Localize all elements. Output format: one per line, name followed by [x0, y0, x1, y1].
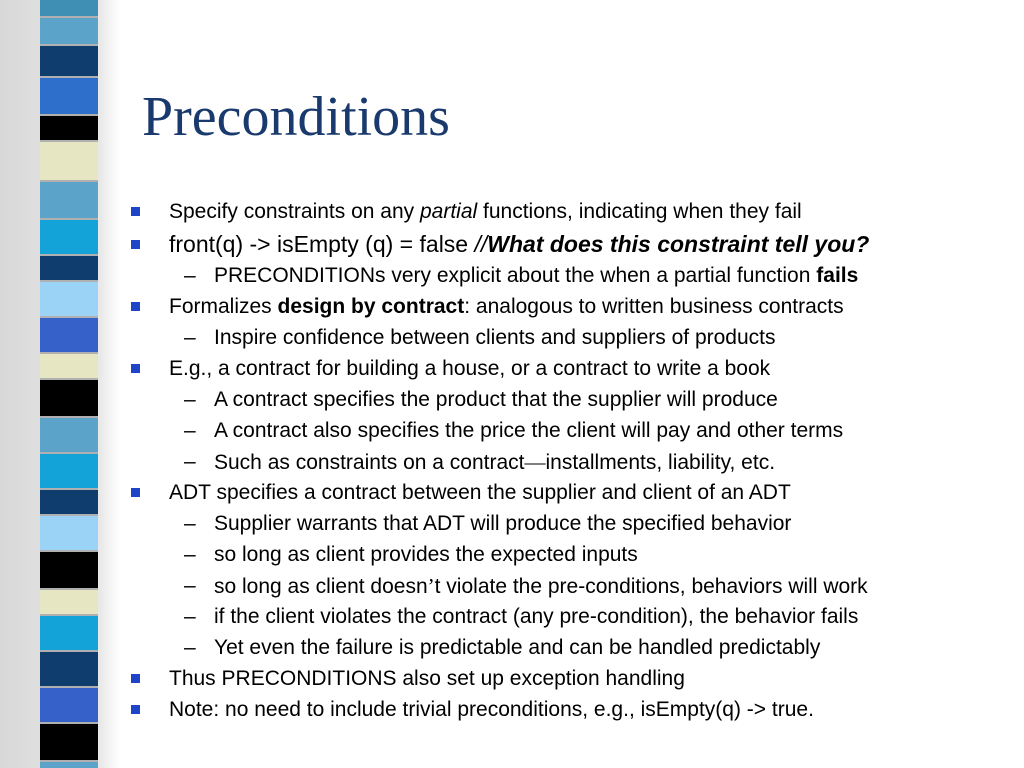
slide-title: Preconditions [142, 86, 450, 148]
square-bullet-icon [131, 705, 140, 714]
bullet-text: Thus PRECONDITIONS also set up exception handling [169, 667, 685, 690]
bullet-text: : analogous to written business contracts [464, 295, 844, 318]
bullet-item [169, 231, 869, 257]
dash-bullet-icon: – [184, 419, 196, 442]
dash-bullet-icon: – [184, 574, 196, 597]
bullet-text: if the client violates the contract (any pre-condition), the behavior fails [214, 605, 859, 628]
bullet-text: functions, indicating when they fail [477, 200, 802, 223]
bullet-text: // [474, 231, 488, 257]
square-bullet-icon [131, 488, 140, 497]
bullet-item [169, 697, 814, 723]
bullet-text: Note: no need to include trivial preconditions, e.g., isEmpty(q) -> true. [169, 698, 814, 721]
bullet-text: Formalizes [169, 295, 278, 318]
dash-bullet-icon: – [184, 605, 196, 628]
dash-bullet-icon: – [184, 636, 196, 659]
bullet-text: ’ [427, 574, 435, 598]
bullet-text: Specify constraints on any [169, 200, 420, 223]
square-bullet-icon [131, 302, 140, 311]
bullet-text: Yet even the failure is predictable and can be handled predictably [214, 636, 821, 659]
bullet-item [169, 356, 770, 382]
bullet-text: Supplier warrants that ADT will produce the specified behavior [214, 512, 792, 535]
bullet-text: — [524, 450, 546, 474]
bullet-text: t violate the pre-conditions, behaviors will work [434, 575, 868, 598]
bullet-text: so long as client doesn [214, 575, 428, 598]
sub-bullet-item [214, 604, 858, 630]
bullet-text: installments, liability, etc. [545, 451, 776, 474]
dash-bullet-icon: – [184, 388, 196, 411]
bullet-text: fails [816, 264, 859, 287]
bullet-item [169, 666, 685, 692]
sub-bullet-item [214, 511, 791, 537]
sub-bullet-item [214, 325, 776, 351]
bullet-text: A contract also specifies the price the client will pay and other terms [214, 419, 844, 442]
sub-bullet-item [214, 635, 820, 661]
bullet-text: Inspire confidence between clients and suppliers of products [214, 326, 776, 349]
bullet-item [169, 294, 844, 320]
bullet-text: front(q) -> isEmpty (q) = false [169, 231, 475, 257]
bullet-text: PRECONDITIONs very explicit about the when a partial function [214, 264, 817, 287]
dash-bullet-icon: – [184, 512, 196, 535]
sub-bullet-item [214, 263, 858, 289]
sub-bullet-item [214, 387, 778, 413]
square-bullet-icon [131, 674, 140, 683]
square-bullet-icon [131, 364, 140, 373]
bullet-text: Such as constraints on a contract [214, 451, 525, 474]
bullet-text: so long as client provides the expected inputs [214, 543, 638, 566]
square-bullet-icon [131, 240, 140, 249]
dash-bullet-icon: – [184, 543, 196, 566]
bullet-text: ADT specifies a contract between the supplier and client of an ADT [169, 481, 791, 504]
bullet-text: partial [419, 200, 478, 223]
sub-bullet-item [214, 449, 775, 476]
sub-bullet-item [214, 418, 843, 444]
bullet-item [169, 199, 802, 225]
square-bullet-icon [131, 207, 140, 216]
sub-bullet-item [214, 542, 638, 568]
dash-bullet-icon: – [184, 264, 196, 287]
bullet-text: What does this constraint tell you? [487, 231, 870, 257]
dash-bullet-icon: – [184, 326, 196, 349]
sub-bullet-item [214, 573, 868, 600]
bullet-item [169, 480, 791, 506]
bullet-text: E.g., a contract for building a house, or a contract to write a book [169, 357, 771, 380]
dash-bullet-icon: – [184, 450, 196, 473]
bullet-text: A contract specifies the product that the supplier will produce [214, 388, 778, 411]
bullet-text: design by contract [277, 295, 465, 318]
